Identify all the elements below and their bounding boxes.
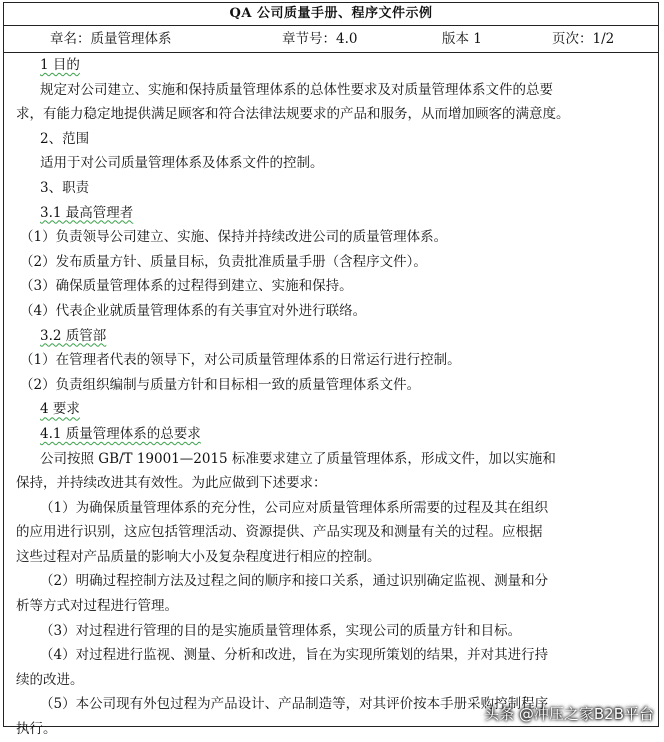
list-item: （2）发布质量方针、质量目标，负责批准质量手册（含程序文件）。 bbox=[20, 253, 427, 270]
list-item: （2）负责组织编制与质量方针和目标相一致的质量管理体系文件。 bbox=[20, 376, 421, 393]
paragraph-line: （2）明确过程控制方法及过程之间的顺序和接口关系，通过识别确定监视、测量和分 bbox=[40, 573, 549, 590]
paragraph-line: 这些过程对产品质量的影响大小及复杂程度进行相应的控制。 bbox=[16, 548, 381, 565]
list-item: （1）在管理者代表的领导下，对公司质量管理体系的日常运行进行控制。 bbox=[20, 352, 461, 369]
paragraph-line: （5）本公司现有外包过程为产品设计、产品制造等，对其评价按本手册采购控制程序 bbox=[40, 696, 549, 713]
section-heading-4: 4 要求 bbox=[40, 401, 80, 418]
list-item: （3）确保质量管理体系的过程得到建立、实施和保持。 bbox=[20, 278, 353, 295]
document-body bbox=[4, 53, 658, 742]
paragraph-line: 的应用进行识别，这应包括管理活动、资源提供、产品实现及和测量有关的过程。应根据 bbox=[16, 524, 543, 541]
document-sheet bbox=[3, 2, 659, 738]
section-heading-3: 3、职责 bbox=[40, 179, 90, 196]
subsection-heading-4-1: 4.1 质量管理体系的总要求 bbox=[40, 425, 201, 442]
chapter-name: 章名：质量管理体系 bbox=[50, 31, 172, 47]
subsection-heading-3-1: 3.1 最高管理者 bbox=[40, 204, 134, 221]
paragraph-line: 执行。 bbox=[16, 721, 57, 738]
paragraph-line: （3）对过程进行管理的目的是实施质量管理体系，实现公司的质量方针和目标。 bbox=[40, 622, 522, 639]
version-label: 版本 1 bbox=[442, 31, 482, 47]
paragraph-line: 公司按照 GB/T 19001—2015 标准要求建立了质量管理体系，形成文件，加以实施和 bbox=[40, 450, 556, 467]
subsection-heading-3-2: 3.2 质管部 bbox=[40, 327, 107, 344]
page-number: 页次：1/2 bbox=[552, 31, 615, 47]
section-heading-2: 2、范围 bbox=[40, 130, 90, 147]
watermark-text: 头条 @冲压之家B2B平台 bbox=[484, 705, 654, 723]
paragraph-line: 析等方式对过程进行管理。 bbox=[16, 598, 178, 615]
section-heading-1: 1 目的 bbox=[40, 57, 80, 73]
paragraph-line: 保持，并持续改进其有效性。为此应做到下述要求： bbox=[16, 475, 327, 492]
paragraph-line: 适用于对公司质量管理体系及体系文件的控制。 bbox=[40, 155, 324, 172]
list-item: （1）负责领导公司建立、实施、保持并持续改进公司的质量管理体系。 bbox=[20, 229, 448, 246]
paragraph-line: 规定对公司建立、实施和保持质量管理体系的总体性要求及对质量管理体系文件的总要 bbox=[40, 81, 553, 98]
chapter-number: 章节号：4.0 bbox=[282, 31, 358, 47]
document-title: QA 公司质量手册、程序文件示例 bbox=[4, 3, 658, 26]
paragraph-line: （4）对过程进行监视、测量、分析和改进，旨在为实现所策划的结果，并对其进行持 bbox=[40, 647, 549, 664]
document-meta-row bbox=[4, 26, 658, 53]
paragraph-line: （1）为确保质量管理体系的充分性，公司应对质量管理体系所需要的过程及其在组织 bbox=[40, 499, 549, 516]
paragraph-line: 续的改进。 bbox=[16, 671, 84, 688]
list-item: （4）代表企业就质量管理体系的有关事宜对外进行联络。 bbox=[20, 302, 367, 319]
paragraph-line: 求，有能力稳定地提供满足顾客和符合法律法规要求的产品和服务，从而增加顾客的满意度。 bbox=[16, 106, 570, 123]
